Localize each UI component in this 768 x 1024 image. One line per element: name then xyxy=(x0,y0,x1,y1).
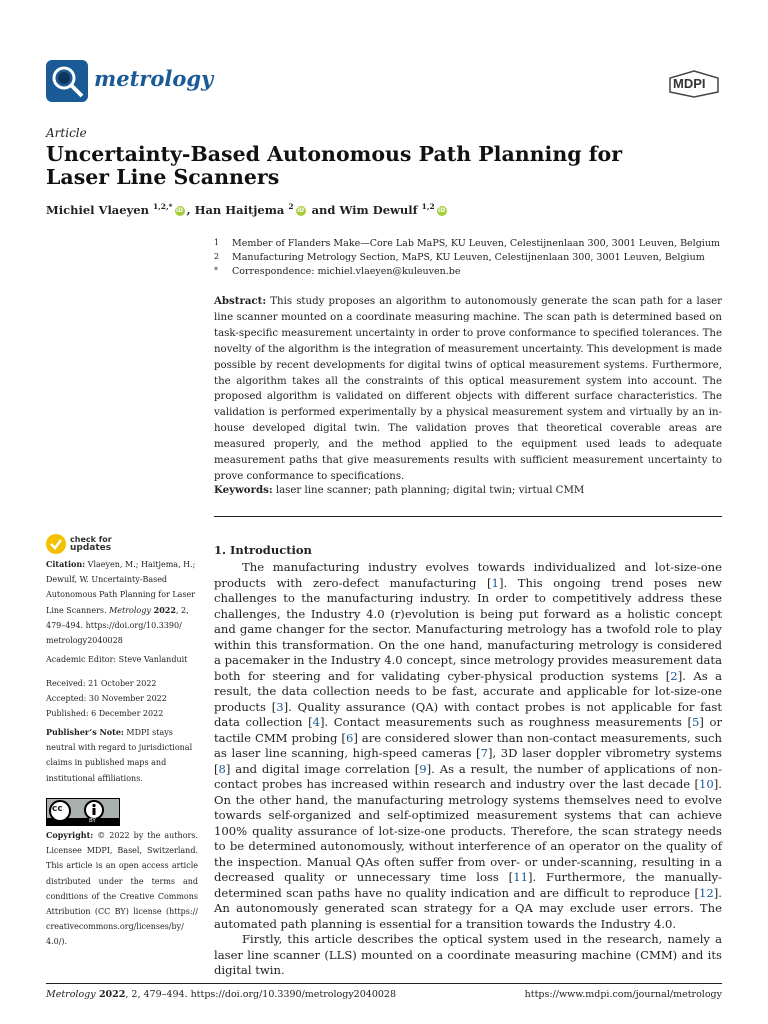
author-name: Han Haitjema xyxy=(194,202,285,217)
journal-name: metrology xyxy=(94,66,214,91)
keywords xyxy=(214,484,722,496)
text-run: ] are considered slower than non-contact measurements, such as laser line scanning, high-speed cameras [ xyxy=(214,730,723,760)
keywords-label: Keywords: xyxy=(214,484,273,496)
footer-url[interactable]: https://www.mdpi.com/journal/metrology xyxy=(524,989,722,1000)
cc-by-label: BY xyxy=(89,818,96,824)
orcid-icon[interactable]: iD xyxy=(438,206,446,214)
text-run: ]. Furthermore, the manually-determined scan paths have no quality indication and are difficult to reproduce [ xyxy=(214,870,722,900)
journal-logo-icon xyxy=(46,60,88,102)
ref-link[interactable]: 9 xyxy=(419,761,427,776)
affiliation-mark: 1 xyxy=(214,238,220,247)
orcid-icon[interactable]: iD xyxy=(297,206,305,214)
author-name: Wim Dewulf xyxy=(339,202,418,217)
footer-journal: Metrology xyxy=(46,989,96,1000)
check-updates-icon xyxy=(46,534,66,554)
text-run: ]. As a result, the data collection needs to be fast, accurate and applicable for lot-size-one products [ xyxy=(214,668,722,714)
accepted-date: Accepted: 30 November 2022 xyxy=(46,694,167,703)
copyright-label: Copyright: xyxy=(46,830,94,840)
ref-link[interactable]: 6 xyxy=(345,730,354,745)
text-run: ] and digital image correlation [ xyxy=(225,761,420,776)
citation-journal: Metrology xyxy=(109,605,151,615)
ref-link[interactable]: 12 xyxy=(699,885,714,900)
text-run: ]. On the other hand, the manufacturing metrology systems themselves need to evolve towards self-organized and self-optimized measurement systems that can achieve 100% quality assurance of lot-size-one products. Therefore, the scan strategy needs to be determined autonomously, without interference of an operator on the quality of the inspection. Manual QAs often suffer from over- or under-scanning, resulting in a decreased quality or unnecessary time loss [ xyxy=(214,777,722,884)
cc-label: cc xyxy=(52,804,63,814)
citation-year: 2022 xyxy=(150,604,176,615)
affiliation-text: Correspondence: michiel.vlaeyen@kuleuven.be xyxy=(232,266,461,277)
section-heading: 1. Introduction xyxy=(214,543,312,557)
footer-doi[interactable]: , 2, 479–494. https://doi.org/10.3390/metrology2040028 xyxy=(125,989,396,1000)
published-date: Published: 6 December 2022 xyxy=(46,709,164,718)
affiliation-mark: * xyxy=(214,266,218,275)
paragraph: Firstly, this article describes the optical system used in the research, namely a laser line scanner (LLS) mounted on a coordinate measuring machine (CMM) and its digital twin. xyxy=(214,932,722,977)
footer-citation xyxy=(46,989,396,1000)
publisher-note xyxy=(46,725,198,786)
check-updates-line: updates xyxy=(70,543,112,553)
academic-editor: Academic Editor: Steve Vanlanduit xyxy=(46,655,188,664)
ref-link[interactable]: 10 xyxy=(699,777,714,791)
ref-link[interactable]: 8 xyxy=(218,761,226,776)
ref-link[interactable]: 4 xyxy=(312,715,320,729)
cc-by-license-icon[interactable] xyxy=(46,798,120,826)
copyright xyxy=(46,828,198,950)
ref-link[interactable]: 3 xyxy=(276,699,284,714)
affiliation-text: Manufacturing Metrology Section, MaPS, KU Leuven, Celestijnenlaan 300, 3001 Leuven, Belgium xyxy=(232,252,705,263)
author-affil: 1,2 xyxy=(421,202,435,211)
footer-divider xyxy=(46,983,722,984)
check-updates-line: check for xyxy=(70,535,112,544)
author-affil: 1,2,* xyxy=(152,202,173,211)
publisher-logo xyxy=(668,70,720,98)
body-text xyxy=(214,560,722,979)
divider xyxy=(214,516,722,517)
text-run: ]. Quality assurance (QA) with contact probes is not applicable for fast data collection [ xyxy=(214,699,722,729)
abstract-text: This study proposes an algorithm to autonomously generate the scan path for a laser line scanner mounted on a coordinate measuring machine. The scan path is determined based on task-specific measurement uncertainty in order to prove conformance to specified tolerances. The novelty of the algorithm is the integration of measurement uncertainty. This development is made possible by recent developments for digital twins of optical measurement systems. Furthermore, the algorithm takes all the constraints of this optical measurement system into account. The proposed algorithm is validated on different objects with different surface characteristics. The validation is performed experimentally by a physical measurement system and virtually by an in-house developed digital twin. The validation proves that theoretical coverable areas are measured properly, and the method applied to the equipment used leads to adequate measurement paths that give measurements results with sufficient measurement uncertainty to prove conformance to specifications. xyxy=(214,296,722,482)
ref-link[interactable]: 2 xyxy=(670,668,678,683)
citation-text: Vlaeyen, M.; Haitjema, H.; Dewulf, W. Uncertainty-Based Autonomous Path Planning for Laser Line Scanners. xyxy=(46,560,196,615)
abstract xyxy=(214,294,722,485)
publisher-name: MDPI xyxy=(673,76,706,91)
orcid-icon[interactable]: iD xyxy=(176,206,184,214)
abstract-label: Abstract: xyxy=(214,295,267,307)
publisher-note-text: MDPI stays neutral with regard to jurisdictional claims in published maps and institutional affiliations. xyxy=(46,728,193,783)
publisher-note-label: Publisher’s Note: xyxy=(46,727,124,737)
ref-link[interactable]: 5 xyxy=(692,715,700,729)
text-run: ]. Contact measurements such as roughness measurements [ xyxy=(319,715,693,729)
text-run: ] or tactile CMM probing [ xyxy=(214,715,723,745)
text-run: ], 3D laser doppler vibrometry systems [ xyxy=(214,746,722,776)
footer-year: 2022 xyxy=(95,989,126,1000)
check-updates-label xyxy=(70,535,112,553)
citation-doi[interactable]: , 2, 479–494. https://doi.org/10.3390/ metrology2040028 xyxy=(46,605,189,646)
author-separator: and xyxy=(307,202,340,217)
affiliation-text: Member of Flanders Make—Core Lab MaPS, KU Leuven, Celestijnenlaan 300, 3001 Leuven, Belgium xyxy=(232,238,720,249)
affiliation-mark: 2 xyxy=(214,252,220,261)
text-run: ]. As a result, the number of applications of non-contact probes has increased within research and industry over the last decade [ xyxy=(214,761,722,791)
text-run: The manufacturing industry evolves towards individualized and lot-size-one products with zero-defect manufacturing [ xyxy=(214,560,722,590)
text-run: ]. This ongoing trend poses new challenges to the manufacturing industry. In order to competitively address these challenges, the Industry 4.0 (r)evolution is being put forward as a holistic concept and game changer for the sector. Manufacturing metrology has a twofold role to play within this transformation. On the one hand, manufacturing metrology is considered a pacemaker in the Industry 4.0 concept, since metrology provides measurement data both for steering and for validating cyber-physical production systems [ xyxy=(214,575,722,683)
keywords-text: laser line scanner; path planning; digital twin; virtual CMM xyxy=(272,485,585,496)
citation-label: Citation: xyxy=(46,559,86,569)
ref-link[interactable]: 1 xyxy=(491,575,499,590)
author-name: Michiel Vlaeyen xyxy=(46,202,149,217)
text-run: ]. An autonomously generated scan strategy for a QA may exclude user errors. The automated path planning is essential for a transition towards the Industry 4.0. xyxy=(214,885,722,931)
ref-link[interactable]: 7 xyxy=(480,746,488,760)
author-affil: 2 xyxy=(288,202,294,211)
citation xyxy=(46,557,198,648)
article-type: Article xyxy=(46,126,87,140)
ref-link[interactable]: 11 xyxy=(513,870,528,884)
paragraph xyxy=(214,560,722,932)
received-date: Received: 21 October 2022 xyxy=(46,679,157,688)
copyright-text: © 2022 by the authors. Licensee MDPI, Basel, Switzerland. This article is an open access article distributed under the terms and conditions of the Creative Commons Attribution (CC BY) license (https:// creativecommons.org/licenses/by/ 4.0/). xyxy=(46,831,198,947)
author-separator: , xyxy=(186,202,195,217)
page-title: Uncertainty-Based Autonomous Path Planning for Laser Line Scanners xyxy=(46,142,622,189)
author-list xyxy=(46,202,449,217)
